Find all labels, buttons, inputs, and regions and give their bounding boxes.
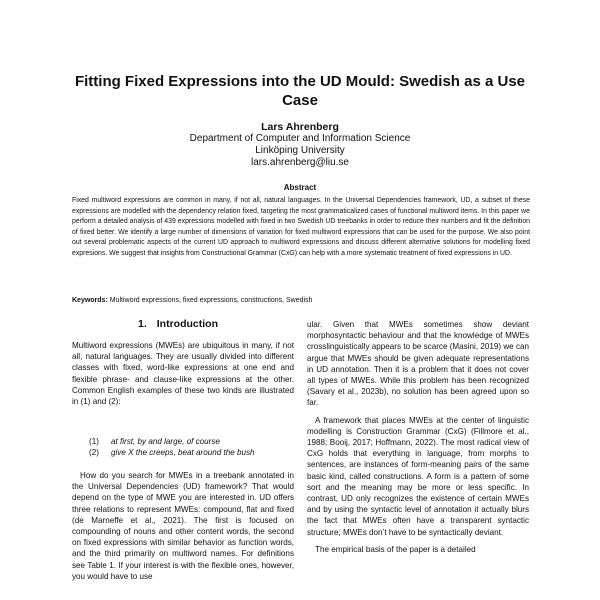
right-column [307, 319, 529, 555]
example-1-number: (1) [89, 437, 99, 446]
author-university: Linköping University [255, 145, 345, 156]
abstract-heading: Abstract [283, 183, 317, 192]
keywords-text: Multiword expressions, fixed expressions, constructions, Swedish [109, 297, 313, 304]
section-title: Introduction [156, 318, 218, 330]
section-number: 1. [137, 318, 147, 330]
keywords [72, 296, 530, 306]
example-1-text: at first, by and large, of course [111, 437, 220, 446]
example-2 [89, 447, 299, 458]
author-department: Department of Computer and Information Science [189, 133, 411, 144]
author-block [100, 121, 500, 169]
author-email[interactable]: lars.ahrenberg@liu.se [251, 157, 349, 168]
keywords-label: Keywords: [72, 297, 108, 304]
intro-text-2: How do you search for MWEs in a treebank annotated in the Universal Dependencies (UD) framework? That would depend on the type of MWE you are interested in. UD offers three relations to represent MWEs: compound, flat and fixed (de Marneffe et al., 2021). The first is focused on compounding of nouns and other content words, the second on fixed expressions with similar behavior as function words, and the third primarily on multiword names. For definitions see Table 1. If your interest is with the flexible ones, however, you would have to use [72, 471, 294, 581]
intro-paragraph-2 [72, 470, 294, 582]
author-name: Lars Ahrenberg [261, 121, 339, 133]
right-paragraph-3: The empirical basis of the paper is a detailed [315, 544, 476, 554]
paper-title: Fitting Fixed Expressions into the UD Mould: Swedish as a Use Case [74, 73, 526, 109]
right-paragraph-1: ular. Given that MWEs sometimes show deviant morphosyntactic behaviour and that the knowledge of MWEs crosslinguistically appears to be scarce (Masini, 2019) we can argue that MWEs should be given adequate representations in UD annotation. Then it is a problem that it does not cover all types of MWEs. While this problem has been recognized (Savary et al., 2023b), no solution has been agreed upon so far. [307, 320, 529, 408]
abstract-text: Fixed multiword expressions are common in many, if not all, natural languages. In the Universal Dependencies framework, UD, a subset of these expressions are modelled with the dependency relation fixed, targeting the most grammaticalized cases of functional multiword items. In this paper we perform a detailed analysis of 439 expressions modelled with fixed in two Swedish UD treebanks in order to reduce their numbers and fit the definition of fixed better. We identify a large number of dimensions of variation for fixed multiword expressions that can be used for the purpose. We also point out several problematic aspects of the current UD approach to multiword expressions and discuss different alternative solutions for modelling fixed expresions. We suggest that insights from Constructional Grammar (CxG) can help with a more systematic treatment of fixed expressions in UD. [72, 197, 530, 257]
intro-text-1: Multiword expressions (MWEs) are ubiquitous in many, if not all, natural languages. They are usually divided into different classes with fixed, word-like expressions at one end and flexible phrase- and clause-like expressions at the other. Common English examples of these two kinds are illustrated in (1) and (2): [72, 341, 294, 407]
example-2-text: give X the creeps, beat around the bush [111, 448, 255, 457]
intro-paragraph-1 [72, 340, 294, 407]
section-heading [72, 318, 294, 330]
example-2-number: (2) [89, 448, 99, 457]
right-paragraph-2: A framework that places MWEs at the center of linguistic modelling is Construction Grammar (CxG) (Fillmore et al., 1988; Booij, 2017; Hoffmann, 2022). The most radical view of CxG holds that everything in language, from morphs to sentences, are instances of form-meaning pairs of the same basic kind, called constructions. A form is a pattern of some sort and the meaning may be more or less specific. In contrast, UD only recognizes the existence of certain MWEs and by using the syntactic level of annotation it actually blurs the fact that MWEs often have a transparent syntactic structure; MWEs don’t have to be syntactically deviant. [307, 415, 529, 537]
example-1 [89, 436, 299, 447]
